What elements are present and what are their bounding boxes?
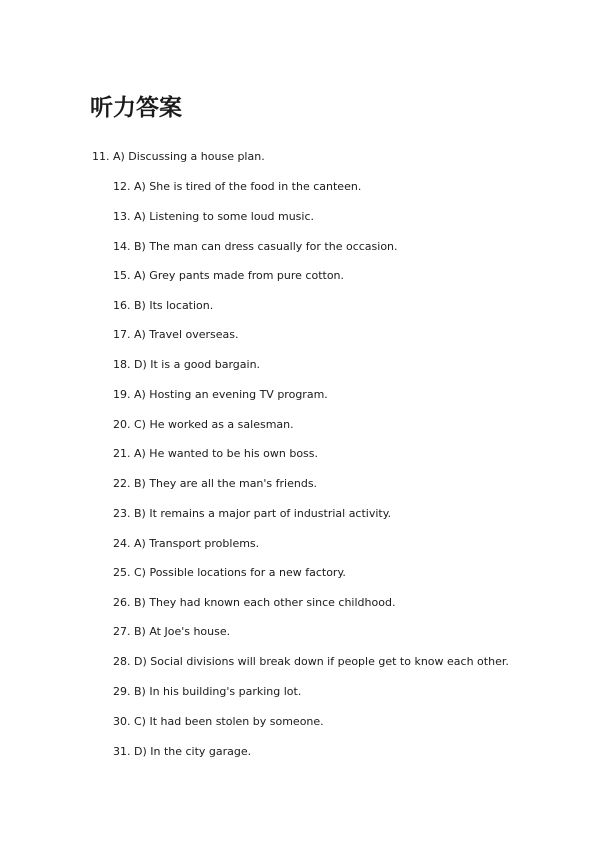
answer-item: 22. B) They are all the man's friends. [113, 477, 318, 490]
answer-item: 31. D) In the city garage. [113, 745, 252, 758]
answer-item: 12. A) She is tired of the food in the canteen. [113, 180, 362, 193]
answer-item: 25. C) Possible locations for a new factory. [113, 566, 346, 579]
page-title: 听力答案 [90, 95, 182, 121]
answer-item: 15. A) Grey pants made from pure cotton. [113, 269, 345, 282]
answer-item: 29. B) In his building's parking lot. [113, 685, 302, 698]
answer-item: 24. A) Transport problems. [113, 537, 260, 550]
answer-item: 21. A) He wanted to be his own boss. [113, 447, 319, 460]
answer-item: 11. A) Discussing a house plan. [92, 150, 265, 163]
answer-item: 28. D) Social divisions will break down if people get to know each other. [113, 655, 509, 668]
answer-item: 23. B) It remains a major part of industrial activity. [113, 507, 392, 520]
answer-item: 14. B) The man can dress casually for the occasion. [113, 240, 398, 253]
answer-item: 18. D) It is a good bargain. [113, 358, 261, 371]
answer-item: 19. A) Hosting an evening TV program. [113, 388, 328, 401]
answer-item: 26. B) They had known each other since childhood. [113, 596, 396, 609]
answer-item: 13. A) Listening to some loud music. [113, 210, 315, 223]
answer-item: 17. A) Travel overseas. [113, 328, 239, 341]
answer-item: 30. C) It had been stolen by someone. [113, 715, 324, 728]
answer-item: 16. B) Its location. [113, 299, 214, 312]
answer-item: 20. C) He worked as a salesman. [113, 418, 294, 431]
answer-item: 27. B) At Joe's house. [113, 625, 231, 638]
